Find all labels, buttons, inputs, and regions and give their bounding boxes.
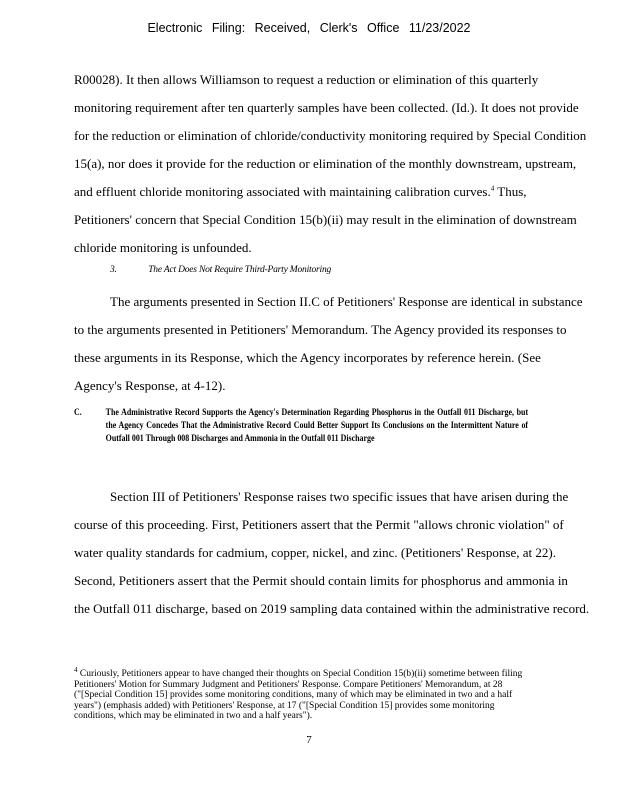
subheading-3	[110, 265, 331, 275]
section-heading-text: The Administrative Record Supports the Agency's Determination Regarding Phosphorus in the Outfall 011 Discharge, but the Agency Concedes That the Administrative Record Could Better Support Its Conclusions on the Intermittent Nature of Outfall 001 Through 008 Discharges and Ammonia in the Outfall 011 Discharge	[105, 407, 529, 443]
text-line: 15(a), nor does it provide for the reduction or elimination of the monthly downstream, upstream,	[74, 156, 577, 171]
footnote-line: years") (emphasis added) with Petitioners' Response, at 17 ("[Special Condition 15] provides some monitoring	[74, 700, 495, 711]
text-line: and effluent chloride monitoring associated with maintaining calibration curves.	[74, 184, 491, 199]
text-line: monitoring requirement after ten quarterly samples have been collected. (Id.). It does not provide	[74, 100, 579, 115]
footnote-number: 4	[74, 665, 78, 674]
footnote-line	[74, 665, 574, 680]
footnote-text: Curiously, Petitioners appear to have changed their thoughts on Special Condition 15(b)(ii) sometime between filing	[79, 669, 523, 679]
text-line: course of this proceeding. First, Petitioners assert that the Permit "allows chronic violation" of	[74, 517, 564, 532]
text-line: The arguments presented in Section II.C of Petitioners' Response are identical in substance	[110, 294, 583, 309]
text-line: Second, Petitioners assert that the Permit should contain limits for phosphorus and ammonia in	[74, 573, 568, 588]
text-line: water quality standards for cadmium, copper, nickel, and zinc. (Petitioners' Response, at 22).	[74, 545, 556, 560]
footnote	[74, 665, 574, 722]
footnote-line: ("[Special Condition 15] provides some monitoring conditions, many of which may be eliminated in two and a half	[74, 690, 513, 700]
footnote-reference: 4	[490, 184, 495, 193]
footnote-line: Petitioners' Motion for Summary Judgment and Petitioners' Response. Compare Petitioners' Memorandum, at 28	[74, 679, 503, 690]
text-line: R00028). It then allows Williamson to request a reduction or elimination of this quarterly	[74, 72, 539, 87]
text-line: these arguments in its Response, which the Agency incorporates by reference herein. (See	[74, 350, 541, 365]
subheading-text: The Act Does Not Require Third-Party Monitoring	[148, 265, 332, 275]
footnote-line: conditions, which may be eliminated in two and a half years").	[74, 711, 313, 721]
text-line: to the arguments presented in Petitioners' Memorandum. The Agency provided its responses to	[74, 322, 567, 337]
text-fragment: Thus,	[494, 184, 527, 199]
paragraph-2	[74, 288, 602, 400]
text-line: chloride monitoring is unfounded.	[74, 240, 252, 255]
subheading-number: 3.	[110, 265, 117, 275]
text-line-with-footnote	[74, 178, 602, 206]
text-line: Section III of Petitioners' Response raises two specific issues that have arisen during the	[110, 489, 569, 504]
filing-header: Electronic Filing: Received, Clerk's Office 11/23/2022	[147, 21, 471, 35]
paragraph-3	[74, 483, 602, 623]
text-line: the Outfall 011 discharge, based on 2019 sampling data contained within the administrative record.	[74, 601, 590, 616]
section-c-heading	[74, 406, 529, 445]
page-number: 7	[306, 734, 312, 746]
text-line: for the reduction or elimination of chloride/conductivity monitoring required by Special Condition	[74, 128, 587, 143]
text-line: Petitioners' concern that Special Condition 15(b)(ii) may result in the elimination of downstream	[74, 212, 577, 227]
section-letter: C.	[74, 407, 82, 417]
text-line: Agency's Response, at 4-12).	[74, 378, 226, 393]
paragraph-1	[74, 66, 602, 262]
